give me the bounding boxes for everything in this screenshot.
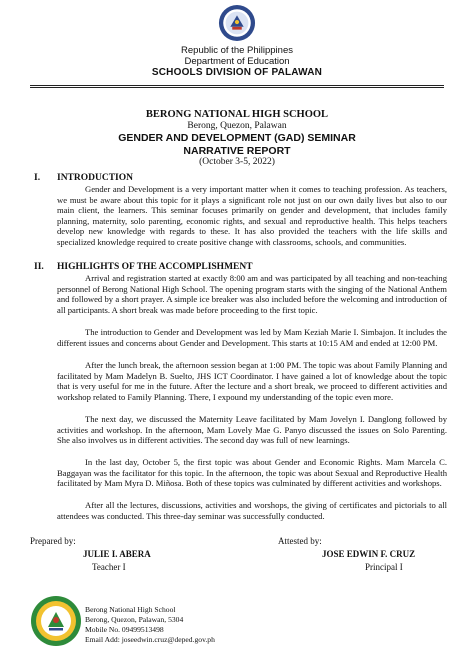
preparer-name: JULIE I. ABERA <box>83 549 151 559</box>
attester-role: Principal I <box>365 562 403 572</box>
highlights-paragraph-arrival: Arrival and registration started at exactly 8:00 am and was participated by all teaching and non-teaching personnel of Berong National High School. The opening program starts with the singing of the National Anthem and followed by a short prayer. A simple ice breaker was also included before the welcoming and introduction of all participants. A short break was made before proceeding to the first topic. <box>57 273 447 315</box>
school-logo-icon <box>30 595 82 647</box>
footer-email: Email Add: joseedwin.cruz@deped.gov.ph <box>85 635 215 644</box>
letterhead-republic: Republic of the Philippines <box>181 45 293 56</box>
letterhead-department: Department of Education <box>184 56 290 67</box>
section-number-highlights: II. <box>34 262 44 272</box>
letterhead-division: SCHOOLS DIVISION OF PALAWAN <box>151 67 323 78</box>
section-number-intro: I. <box>34 173 41 183</box>
preparer-role: Teacher I <box>92 562 126 572</box>
highlights-paragraph-family-planning: After the lunch break, the afternoon session began at 1:00 PM. The topic was about Family Planning and facilitated by Mam Madelyn B. Suelto, JHS ICT Coordinator. I have gained a lot of knowledge about the topic that is very useful for me in the future. After the lecture and a short break, we proceed to different activities and workshop related to Family Planning. There, I expound my understanding of the topic even more. <box>57 360 447 402</box>
report-title: NARRATIVE REPORT <box>183 145 291 157</box>
section-heading-highlights: HIGHLIGHTS OF THE ACCOMPLISHMENT <box>57 262 253 272</box>
attester-name: JOSE EDWIN F. CRUZ <box>322 549 416 559</box>
deped-seal-icon <box>218 4 256 42</box>
highlights-paragraph-day-two: The next day, we discussed the Maternity Leave facilitated by Mam Jovelyn I. Danglong followed by activities and workshop. In the afternoon, Mam Lovely Mae G. Panyo discussed the issues on Solo Parenting. She also involves us in different activities. The second day was full of new learnings. <box>57 414 447 446</box>
footer-address: Berong, Quezon, Palawan, 5304 <box>85 615 184 624</box>
header-divider <box>30 85 444 86</box>
highlights-paragraph-introduction: The introduction to Gender and Development was led by Mam Keziah Marie I. Simbajon. It includes the different issues and concerns about Gender and Development. This starts at 10:15 AM and ended at 12:00 PM. <box>57 327 447 348</box>
prepared-by-label: Prepared by: <box>30 536 76 546</box>
highlights-paragraph-closing: After all the lectures, discussions, activities and worshops, the giving of certificates and pictorials to all attendees was conducted. This three-day seminar was successfully conducted. <box>57 500 447 521</box>
school-address: Berong, Quezon, Palawan <box>187 121 287 131</box>
attested-by-label: Attested by: <box>278 536 322 546</box>
school-name: BERONG NATIONAL HIGH SCHOOL <box>145 109 329 120</box>
intro-paragraph: Gender and Development is a very important matter when it comes to teaching profession. As teachers, we must be aware about this topic for it plays a significant role not just on our own daily lives but also to our main client, the learners. This seminar focuses primarily on gender and development, that includes family planning, maternity, solo parenting, economic rights, and sexual and reproductive health. This helps teachers develop new knowledge with regards to these. It has also provided the teachers with the life skills and specialized knowledge required to create positive change with classrooms, schools, and communities. <box>57 184 447 247</box>
footer-school-name: Berong National High School <box>85 605 176 614</box>
highlights-paragraph-day-three: In the last day, October 5, the first topic was about Gender and Economic Rights. Mam Marcela C. Baggayan was the facilitator for this topic. In the afternoon, the topic was about Sexual and Reproductive Health facilitated by Mam Myra D. Miñosa. Both of these topics was culminated by different activities and workshops. <box>57 457 447 489</box>
header-divider-secondary <box>30 87 444 88</box>
seminar-dates: (October 3-5, 2022) <box>199 157 275 167</box>
section-heading-intro: INTRODUCTION <box>57 173 134 183</box>
seminar-title: GENDER AND DEVELOPMENT (GAD) SEMINAR <box>118 132 356 144</box>
footer-mobile: Mobile No. 09499513498 <box>85 625 164 634</box>
